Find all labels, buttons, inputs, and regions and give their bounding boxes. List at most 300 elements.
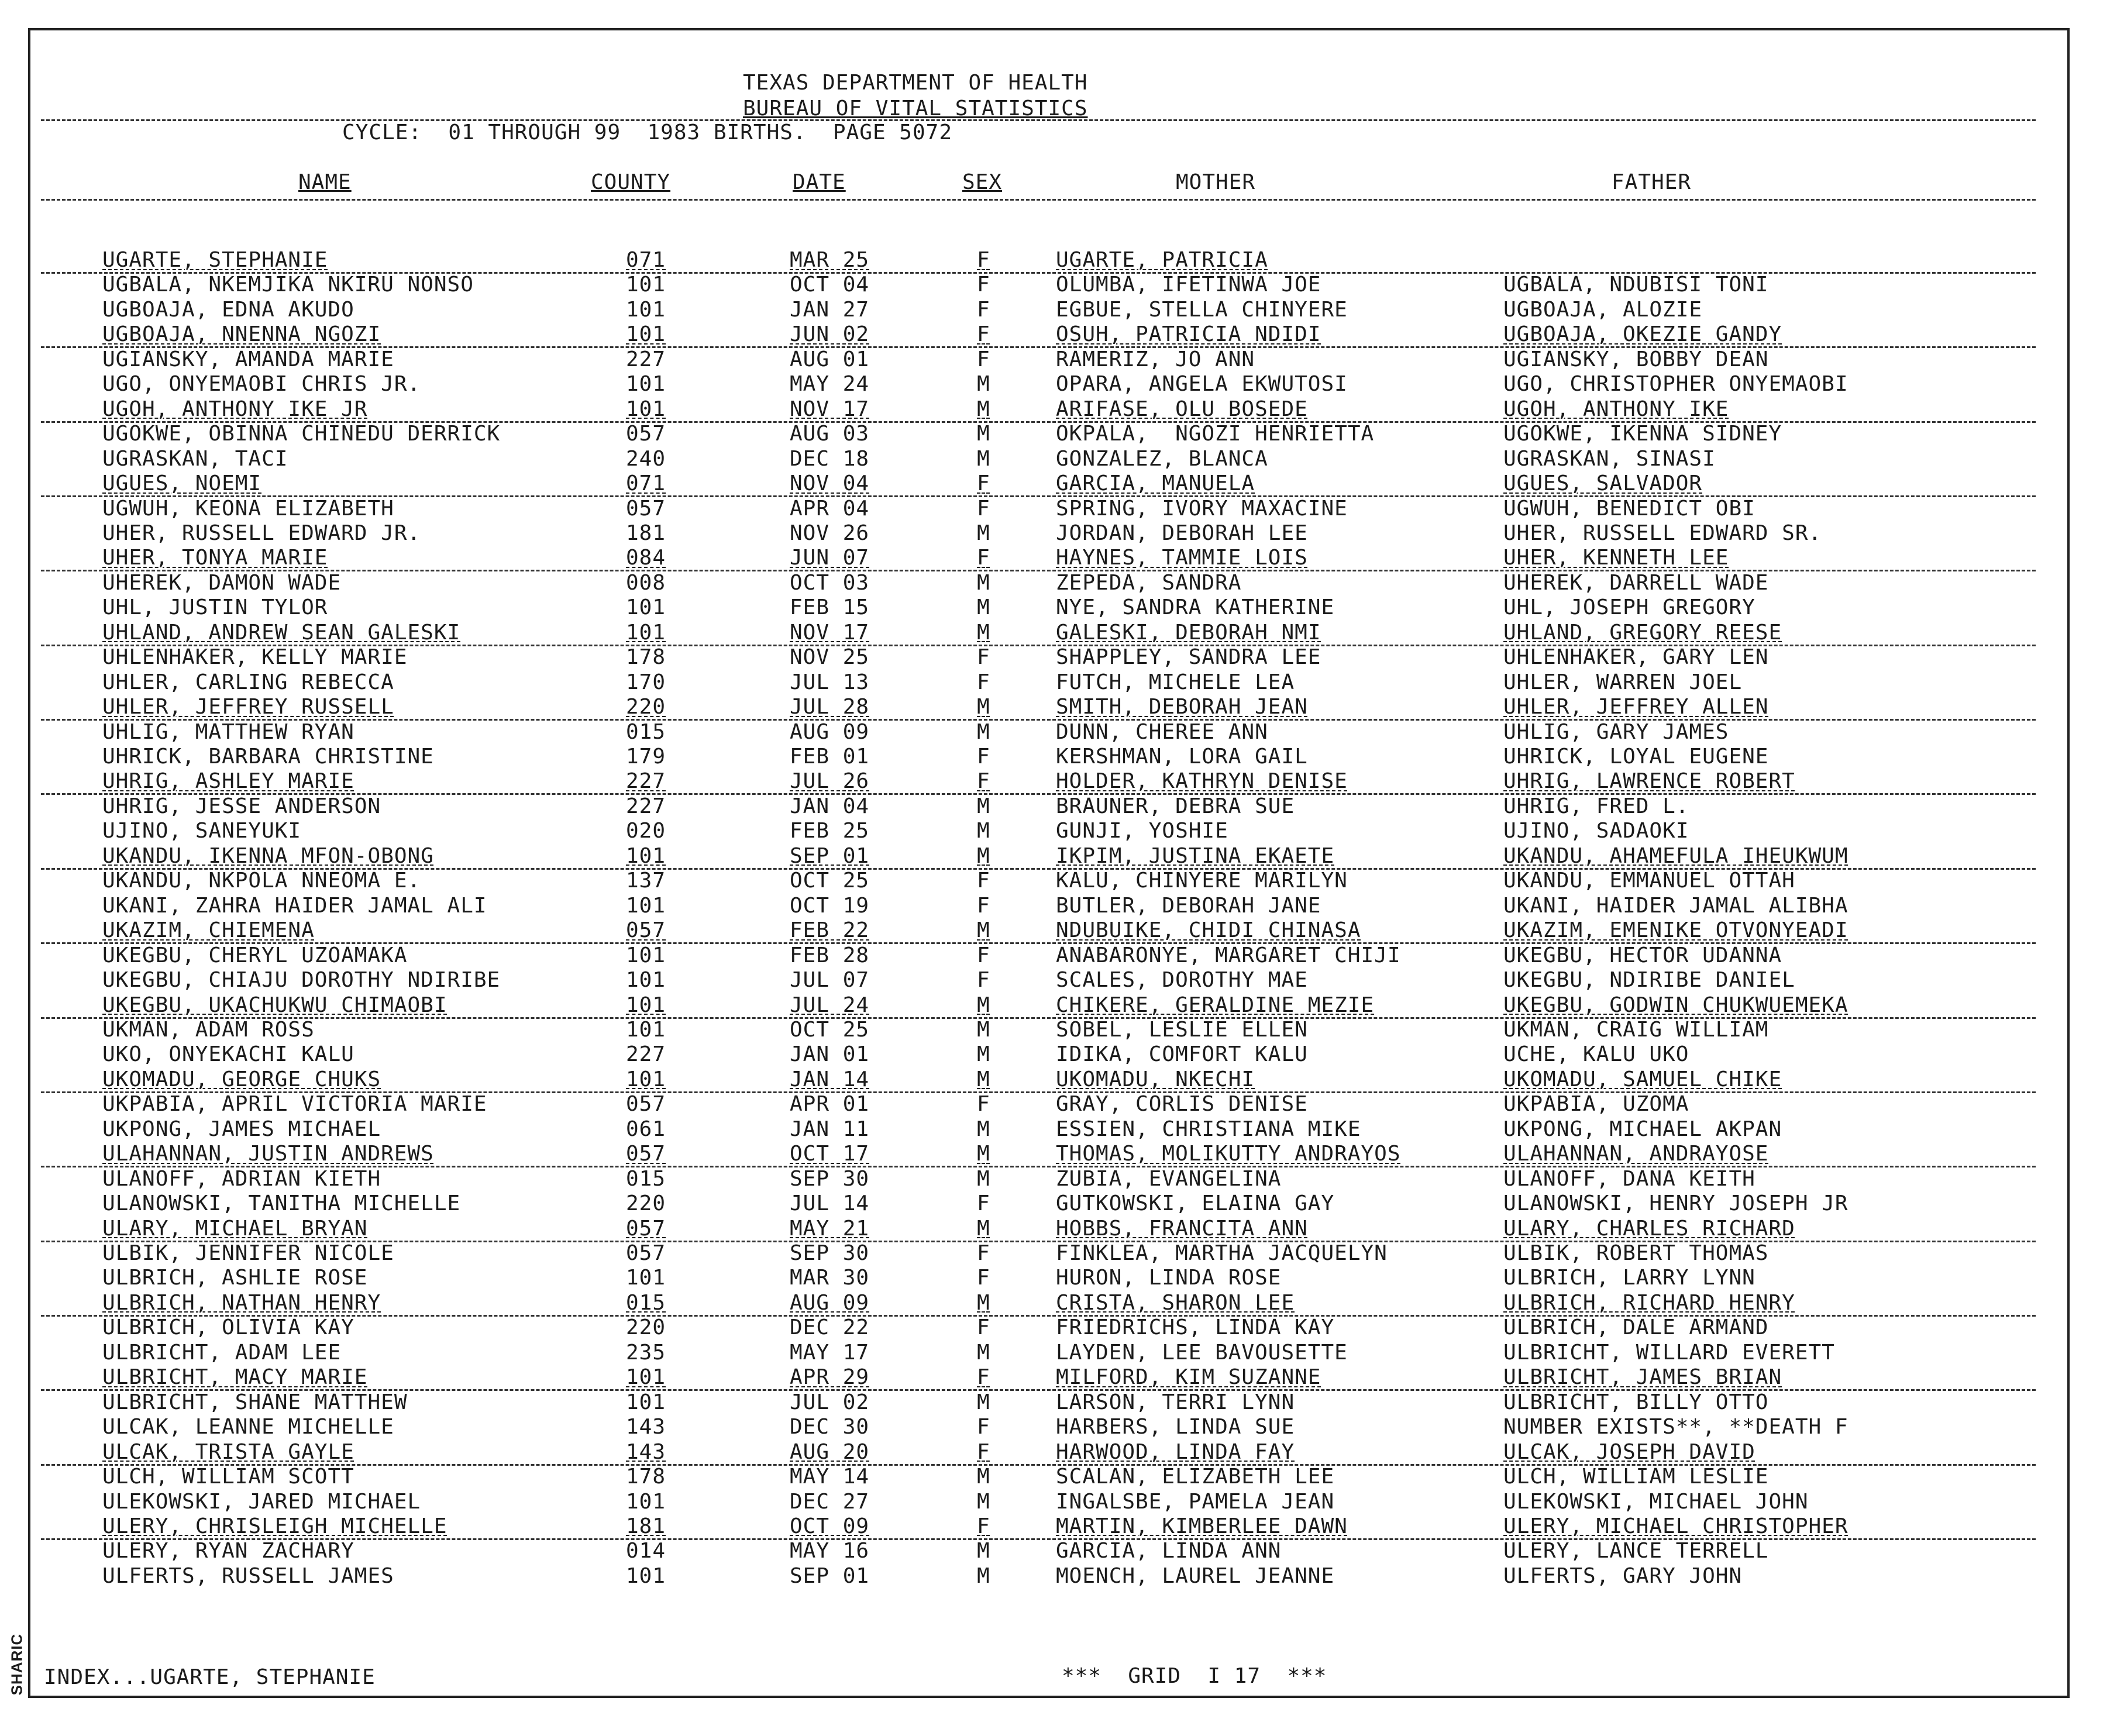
cell-name: UGOKWE, OBINNA CHINEDU DERRICK — [102, 422, 501, 446]
table-row — [0, 1341, 2117, 1366]
cell-name: UHLIG, MATTHEW RYAN — [102, 719, 354, 744]
cell-sex: F — [977, 496, 990, 521]
cell-mother: THOMAS, MOLIKUTTY ANDRAYOS — [1056, 1142, 1401, 1166]
cell-name: UKMAN, ADAM ROSS — [102, 1017, 315, 1042]
cell-county: 057 — [626, 1216, 666, 1241]
cell-county: 101 — [626, 595, 666, 620]
cell-mother: NDUBUIKE, CHIDI CHINASA — [1056, 918, 1361, 943]
cell-mother: OSUH, PATRICIA NDIDI — [1056, 322, 1321, 347]
cell-name: UHL, JUSTIN TYLOR — [102, 595, 328, 620]
cell-date: APR 29 — [790, 1365, 870, 1390]
cell-father: UKOMADU, SAMUEL CHIKE — [1503, 1067, 1782, 1091]
cell-mother: HOBBS, FRANCITA ANN — [1056, 1216, 1308, 1241]
cell-name: UKAZIM, CHIEMENA — [102, 918, 315, 943]
cell-sex: M — [977, 620, 990, 645]
cell-father: NUMBER EXISTS**, **DEATH F — [1503, 1415, 1848, 1439]
cell-sex: F — [977, 1415, 990, 1439]
cell-county: 170 — [626, 670, 666, 694]
cell-mother: OKPALA, NGOZI HENRIETTA — [1056, 422, 1375, 446]
table-row — [0, 695, 2117, 720]
cell-county: 220 — [626, 695, 666, 719]
cell-mother: GUTKOWSKI, ELAINA GAY — [1056, 1191, 1335, 1216]
cell-county: 014 — [626, 1539, 666, 1563]
cell-sex: F — [977, 322, 990, 347]
cell-father: ULBRICH, DALE ARMAND — [1503, 1315, 1769, 1340]
cell-name: ULARY, MICHAEL BRYAN — [102, 1216, 368, 1241]
table-row — [0, 273, 2117, 298]
cell-mother: ANABARONYE, MARGARET CHIJI — [1056, 943, 1401, 967]
cell-mother: OPARA, ANGELA EKWUTOSI — [1056, 372, 1348, 397]
cell-date: JUL 14 — [790, 1191, 870, 1216]
cell-name: UHEREK, DAMON WADE — [102, 570, 342, 595]
cell-sex: F — [977, 670, 990, 694]
cell-county: 101 — [626, 968, 666, 993]
cell-name: ULCAK, LEANNE MICHELLE — [102, 1415, 394, 1439]
table-row — [0, 621, 2117, 646]
cell-name: UKEGBU, CHIAJU DOROTHY NDIRIBE — [102, 968, 501, 993]
cell-county: 020 — [626, 819, 666, 843]
table-row — [0, 1242, 2117, 1266]
cell-father: ULANOFF, DANA KEITH — [1503, 1166, 1755, 1191]
cell-name: ULEKOWSKI, JARED MICHAEL — [102, 1489, 421, 1514]
cell-father: UKEGBU, HECTOR UDANNA — [1503, 943, 1782, 967]
cell-sex: M — [977, 570, 990, 595]
cell-date: DEC 30 — [790, 1415, 870, 1439]
table-row — [0, 1441, 2117, 1465]
cell-mother: IKPIM, JUSTINA EKAETE — [1056, 843, 1335, 868]
cell-date: NOV 04 — [790, 471, 870, 496]
cell-sex: M — [977, 1166, 990, 1191]
cell-mother: JORDAN, DEBORAH LEE — [1056, 521, 1308, 545]
table-row — [0, 1043, 2117, 1067]
cell-county: 057 — [626, 918, 666, 943]
cell-date: MAY 14 — [790, 1465, 870, 1489]
cell-county: 057 — [626, 1241, 666, 1265]
cell-date: JAN 27 — [790, 297, 870, 322]
column-header-date: DATE — [793, 170, 846, 194]
column-header-mother: MOTHER — [1176, 170, 1256, 194]
cell-father: ULERY, LANCE TERRELL — [1503, 1539, 1769, 1563]
cell-mother: EGBUE, STELLA CHINYERE — [1056, 297, 1348, 322]
column-header-county: COUNTY — [591, 170, 671, 194]
cell-date: NOV 25 — [790, 645, 870, 670]
cell-date: JUL 13 — [790, 670, 870, 694]
cell-sex: F — [977, 1514, 990, 1538]
cell-sex: M — [977, 1067, 990, 1091]
cell-county: 179 — [626, 745, 666, 769]
cell-father: UGO, CHRISTOPHER ONYEMAOBI — [1503, 372, 1848, 397]
cell-county: 178 — [626, 645, 666, 670]
cell-county: 101 — [626, 1489, 666, 1514]
cell-father: ULBRICHT, WILLARD EVERETT — [1503, 1340, 1835, 1365]
cell-sex: M — [977, 595, 990, 620]
cell-date: MAR 30 — [790, 1266, 870, 1290]
cell-mother: FRIEDRICHS, LINDA KAY — [1056, 1315, 1335, 1340]
cell-father: UHLIG, GARY JAMES — [1503, 719, 1729, 744]
cell-father: ULCH, WILLIAM LESLIE — [1503, 1465, 1769, 1489]
table-row — [0, 1068, 2117, 1093]
cell-father: UGBOAJA, ALOZIE — [1503, 297, 1703, 322]
cell-date: AUG 09 — [790, 719, 870, 744]
cell-sex: F — [977, 769, 990, 794]
column-header-sex: SEX — [962, 170, 1003, 194]
cell-name: ULCAK, TRISTA GAYLE — [102, 1439, 354, 1464]
cell-county: 235 — [626, 1340, 666, 1365]
cell-mother: SCALES, DOROTHY MAE — [1056, 968, 1308, 993]
cell-date: FEB 01 — [790, 745, 870, 769]
cell-name: UKO, ONYEKACHI KALU — [102, 1042, 354, 1067]
cell-county: 101 — [626, 372, 666, 397]
cell-name: UHLER, JEFFREY RUSSELL — [102, 695, 394, 719]
cell-father: UKANI, HAIDER JAMAL ALIBHA — [1503, 893, 1848, 918]
cell-mother: ZEPEDA, SANDRA — [1056, 570, 1242, 595]
cell-father: UGBOAJA, OKEZIE GANDY — [1503, 322, 1782, 347]
table-row — [0, 845, 2117, 869]
cell-sex: M — [977, 993, 990, 1017]
cell-date: JAN 11 — [790, 1117, 870, 1141]
cell-name: ULBRICH, NATHAN HENRY — [102, 1290, 381, 1315]
cell-date: MAY 16 — [790, 1539, 870, 1563]
cell-date: APR 01 — [790, 1092, 870, 1117]
table-row — [0, 1316, 2117, 1341]
cell-date: SEP 30 — [790, 1166, 870, 1191]
cell-date: MAY 17 — [790, 1340, 870, 1365]
cell-date: DEC 18 — [790, 446, 870, 471]
cell-name: UKEGBU, CHERYL UZOAMAKA — [102, 943, 408, 967]
cell-county: 227 — [626, 347, 666, 371]
cell-father: ULAHANNAN, ANDRAYOSE — [1503, 1142, 1769, 1166]
cell-father: UGWUH, BENEDICT OBI — [1503, 496, 1755, 521]
table-row — [0, 919, 2117, 943]
cell-father: UHEREK, DARRELL WADE — [1503, 570, 1769, 595]
cell-date: OCT 25 — [790, 1017, 870, 1042]
cell-sex: M — [977, 446, 990, 471]
cell-father: UKANDU, AHAMEFULA IHEUKWUM — [1503, 843, 1848, 868]
cell-name: UKEGBU, UKACHUKWU CHIMAOBI — [102, 993, 448, 1017]
cell-county: 101 — [626, 893, 666, 918]
cell-sex: F — [977, 1241, 990, 1265]
cell-mother: SHAPPLEY, SANDRA LEE — [1056, 645, 1321, 670]
cell-mother: GARCIA, MANUELA — [1056, 471, 1255, 496]
cell-sex: F — [977, 645, 990, 670]
cell-mother: HOLDER, KATHRYN DENISE — [1056, 769, 1348, 794]
cell-date: OCT 04 — [790, 273, 870, 297]
cell-mother: SMITH, DEBORAH JEAN — [1056, 695, 1308, 719]
table-row — [0, 249, 2117, 273]
cell-date: NOV 17 — [790, 397, 870, 421]
cell-date: JUL 26 — [790, 769, 870, 794]
cell-date: FEB 15 — [790, 595, 870, 620]
cell-sex: F — [977, 471, 990, 496]
cell-name: ULERY, RYAN ZACHARY — [102, 1539, 354, 1563]
cell-sex: M — [977, 372, 990, 397]
cell-sex: F — [977, 968, 990, 993]
table-row — [0, 546, 2117, 571]
cell-mother: RAMERIZ, JO ANN — [1056, 347, 1255, 371]
table-row — [0, 671, 2117, 695]
cell-mother: HAYNES, TAMMIE LOIS — [1056, 546, 1308, 570]
cell-father: UHLER, WARREN JOEL — [1503, 670, 1743, 694]
table-row — [0, 1018, 2117, 1043]
cell-county: 240 — [626, 446, 666, 471]
cell-county: 101 — [626, 1365, 666, 1390]
table-row — [0, 1539, 2117, 1564]
table-row — [0, 1366, 2117, 1390]
cell-mother: NYE, SANDRA KATHERINE — [1056, 595, 1335, 620]
cell-mother: UGARTE, PATRICIA — [1056, 248, 1268, 272]
cell-name: UGBOAJA, EDNA AKUDO — [102, 297, 354, 322]
table-row — [0, 770, 2117, 794]
cell-sex: M — [977, 1340, 990, 1365]
cell-county: 015 — [626, 1290, 666, 1315]
cell-date: AUG 01 — [790, 347, 870, 371]
table-row — [0, 398, 2117, 422]
cell-sex: M — [977, 1390, 990, 1414]
cell-mother: GUNJI, YOSHIE — [1056, 819, 1228, 843]
cell-name: ULCH, WILLIAM SCOTT — [102, 1465, 354, 1489]
cell-name: UKANDU, IKENNA MFON-OBONG — [102, 843, 434, 868]
cell-father: UKPONG, MICHAEL AKPAN — [1503, 1117, 1782, 1141]
cell-name: ULERY, CHRISLEIGH MICHELLE — [102, 1514, 448, 1538]
cell-date: SEP 30 — [790, 1241, 870, 1265]
cell-father: ULCAK, JOSEPH DAVID — [1503, 1439, 1755, 1464]
cell-father: UHRIG, FRED L. — [1503, 794, 1689, 818]
table-row — [0, 1142, 2117, 1167]
table-row — [0, 994, 2117, 1018]
cell-county: 101 — [626, 397, 666, 421]
cell-date: JUL 02 — [790, 1390, 870, 1414]
cell-name: UKANI, ZAHRA HAIDER JAMAL ALI — [102, 893, 487, 918]
cell-date: NOV 17 — [790, 620, 870, 645]
cell-name: UKPONG, JAMES MICHAEL — [102, 1117, 381, 1141]
cell-county: 015 — [626, 1166, 666, 1191]
cell-father: ULEKOWSKI, MICHAEL JOHN — [1503, 1489, 1809, 1514]
cell-mother: ZUBIA, EVANGELINA — [1056, 1166, 1282, 1191]
footer-grid: *** GRID I 17 *** — [1062, 1664, 1327, 1688]
cell-mother: MARTIN, KIMBERLEE DAWN — [1056, 1514, 1348, 1538]
table-row — [0, 373, 2117, 397]
header-subtitle: BUREAU OF VITAL STATISTICS — [743, 97, 1088, 120]
cell-date: JUL 24 — [790, 993, 870, 1017]
side-label: SHARIC — [8, 1633, 26, 1696]
cell-county: 143 — [626, 1415, 666, 1439]
cell-county: 101 — [626, 1017, 666, 1042]
cell-father: UKAZIM, EMENIKE OTVONYEADI — [1503, 918, 1848, 943]
cell-mother: FINKLEA, MARTHA JACQUELYN — [1056, 1241, 1388, 1265]
cell-date: FEB 25 — [790, 819, 870, 843]
cell-mother: GALESKI, DEBORAH NMI — [1056, 620, 1321, 645]
cell-sex: M — [977, 794, 990, 818]
cell-mother: OLUMBA, IFETINWA JOE — [1056, 273, 1321, 297]
cell-county: 178 — [626, 1465, 666, 1489]
table-row — [0, 1093, 2117, 1117]
cell-date: MAY 21 — [790, 1216, 870, 1241]
cell-county: 101 — [626, 273, 666, 297]
cell-county: 220 — [626, 1191, 666, 1216]
cell-mother: GARCIA, LINDA ANN — [1056, 1539, 1282, 1563]
cell-sex: F — [977, 745, 990, 769]
header-title: TEXAS DEPARTMENT OF HEALTH — [743, 71, 1088, 95]
cell-name: UGRASKAN, TACI — [102, 446, 288, 471]
column-header-father: FATHER — [1612, 170, 1692, 194]
cell-name: UGARTE, STEPHANIE — [102, 248, 328, 272]
cell-father: UJINO, SADAOKI — [1503, 819, 1689, 843]
cell-mother: DUNN, CHEREE ANN — [1056, 719, 1268, 744]
cell-sex: M — [977, 1017, 990, 1042]
cell-father: UHLAND, GREGORY REESE — [1503, 620, 1782, 645]
cell-sex: F — [977, 546, 990, 570]
cell-date: AUG 03 — [790, 422, 870, 446]
cell-name: UHLAND, ANDREW SEAN GALESKI — [102, 620, 461, 645]
cell-father: ULBRICHT, BILLY OTTO — [1503, 1390, 1769, 1414]
cell-father: UGOKWE, IKENNA SIDNEY — [1503, 422, 1782, 446]
table-row — [0, 721, 2117, 745]
cell-father: ULERY, MICHAEL CHRISTOPHER — [1503, 1514, 1848, 1538]
cell-county: 227 — [626, 1042, 666, 1067]
cell-mother: SPRING, IVORY MAXACINE — [1056, 496, 1348, 521]
cell-name: ULANOWSKI, TANITHA MICHELLE — [102, 1191, 461, 1216]
cell-mother: CRISTA, SHARON LEE — [1056, 1290, 1295, 1315]
cell-father: UKEGBU, NDIRIBE DANIEL — [1503, 968, 1795, 993]
cell-father: ULANOWSKI, HENRY JOSEPH JR — [1503, 1191, 1848, 1216]
cell-name: UGOH, ANTHONY IKE JR — [102, 397, 368, 421]
cell-sex: M — [977, 1539, 990, 1563]
cell-father: UGBALA, NDUBISI TONI — [1503, 273, 1769, 297]
cell-sex: F — [977, 893, 990, 918]
cell-father: UHER, KENNETH LEE — [1503, 546, 1729, 570]
cell-father: UGUES, SALVADOR — [1503, 471, 1703, 496]
cell-county: 008 — [626, 570, 666, 595]
cell-name: UHLENHAKER, KELLY MARIE — [102, 645, 408, 670]
cell-county: 101 — [626, 1266, 666, 1290]
cell-date: SEP 01 — [790, 1563, 870, 1588]
cell-date: FEB 28 — [790, 943, 870, 967]
cell-sex: M — [977, 918, 990, 943]
cell-sex: M — [977, 843, 990, 868]
cell-sex: M — [977, 397, 990, 421]
table-row — [0, 1515, 2117, 1539]
cell-date: OCT 09 — [790, 1514, 870, 1538]
cell-father: ULBRICH, RICHARD HENRY — [1503, 1290, 1795, 1315]
cell-sex: F — [977, 273, 990, 297]
cell-date: APR 04 — [790, 496, 870, 521]
cell-sex: M — [977, 719, 990, 744]
table-row — [0, 745, 2117, 770]
cell-father: UHER, RUSSELL EDWARD SR. — [1503, 521, 1822, 545]
cell-mother: ARIFASE, OLU BOSEDE — [1056, 397, 1308, 421]
cell-date: OCT 17 — [790, 1142, 870, 1166]
cell-mother: HURON, LINDA ROSE — [1056, 1266, 1282, 1290]
cell-sex: F — [977, 869, 990, 893]
cell-county: 101 — [626, 993, 666, 1017]
cell-sex: M — [977, 819, 990, 843]
cell-father: UHRIG, LAWRENCE ROBERT — [1503, 769, 1795, 794]
cell-mother: BRAUNER, DEBRA SUE — [1056, 794, 1295, 818]
cell-date: OCT 19 — [790, 893, 870, 918]
column-header-name: NAME — [298, 170, 352, 194]
cell-name: ULBRICHT, SHANE MATTHEW — [102, 1390, 408, 1414]
table-row — [0, 944, 2117, 969]
cell-father: ULBRICH, LARRY LYNN — [1503, 1266, 1755, 1290]
cell-date: JUL 07 — [790, 968, 870, 993]
cell-sex: F — [977, 1315, 990, 1340]
cell-mother: KALU, CHINYERE MARILYN — [1056, 869, 1348, 893]
table-row — [0, 1118, 2117, 1142]
cell-sex: M — [977, 1489, 990, 1514]
table-row — [0, 819, 2117, 844]
cell-date: NOV 26 — [790, 521, 870, 545]
cell-date: AUG 20 — [790, 1439, 870, 1464]
cell-name: ULANOFF, ADRIAN KIETH — [102, 1166, 381, 1191]
cell-county: 101 — [626, 322, 666, 347]
cell-mother: LARSON, TERRI LYNN — [1056, 1390, 1295, 1414]
cell-date: JAN 04 — [790, 794, 870, 818]
cell-date: MAR 25 — [790, 248, 870, 272]
cell-date: DEC 27 — [790, 1489, 870, 1514]
cell-county: 181 — [626, 1514, 666, 1538]
cell-mother: GRAY, CORLIS DENISE — [1056, 1092, 1308, 1117]
cell-date: JAN 14 — [790, 1067, 870, 1091]
cell-mother: BUTLER, DEBORAH JANE — [1056, 893, 1321, 918]
cell-county: 181 — [626, 521, 666, 545]
cell-sex: F — [977, 1439, 990, 1464]
cell-name: UGWUH, KEONA ELIZABETH — [102, 496, 394, 521]
cell-father: UHLENHAKER, GARY LEN — [1503, 645, 1769, 670]
cell-name: ULFERTS, RUSSELL JAMES — [102, 1563, 394, 1588]
cell-name: ULBRICHT, MACY MARIE — [102, 1365, 368, 1390]
cell-father: ULBRICHT, JAMES BRIAN — [1503, 1365, 1782, 1390]
cell-father: UCHE, KALU UKO — [1503, 1042, 1689, 1067]
cell-father: UKMAN, CRAIG WILLIAM — [1503, 1017, 1769, 1042]
table-row — [0, 522, 2117, 546]
cell-name: UHRIG, ASHLEY MARIE — [102, 769, 354, 794]
cell-mother: IDIKA, COMFORT KALU — [1056, 1042, 1308, 1067]
cell-sex: M — [977, 1042, 990, 1067]
cell-county: 227 — [626, 794, 666, 818]
cell-father: UHRICK, LOYAL EUGENE — [1503, 745, 1769, 769]
cell-mother: GONZALEZ, BLANCA — [1056, 446, 1268, 471]
cell-father: ULBIK, ROBERT THOMAS — [1503, 1241, 1769, 1265]
table-row — [0, 323, 2117, 347]
cell-sex: M — [977, 1142, 990, 1166]
cell-sex: F — [977, 1266, 990, 1290]
cell-date: FEB 22 — [790, 918, 870, 943]
cell-sex: M — [977, 1290, 990, 1315]
cell-county: 057 — [626, 422, 666, 446]
cell-sex: F — [977, 1191, 990, 1216]
table-row — [0, 1167, 2117, 1192]
table-row — [0, 472, 2117, 497]
table-row — [0, 1192, 2117, 1217]
cell-county: 061 — [626, 1117, 666, 1141]
cell-sex: M — [977, 422, 990, 446]
cell-name: UHER, RUSSELL EDWARD JR. — [102, 521, 421, 545]
cell-mother: MOENCH, LAUREL JEANNE — [1056, 1563, 1335, 1588]
cell-name: UKANDU, NKPOLA NNEOMA E. — [102, 869, 421, 893]
table-row — [0, 1391, 2117, 1415]
cell-sex: M — [977, 1216, 990, 1241]
cell-date: JUL 28 — [790, 695, 870, 719]
table-row — [0, 1266, 2117, 1291]
cell-father: UKPABIA, UZOMA — [1503, 1092, 1689, 1117]
cell-county: 101 — [626, 620, 666, 645]
cell-name: ULBIK, JENNIFER NICOLE — [102, 1241, 394, 1265]
cell-sex: M — [977, 521, 990, 545]
cell-father: UGRASKAN, SINASI — [1503, 446, 1716, 471]
cell-date: AUG 09 — [790, 1290, 870, 1315]
cycle-line: CYCLE: 01 THROUGH 99 1983 BIRTHS. PAGE 5072 — [342, 120, 952, 144]
cell-father: ULFERTS, GARY JOHN — [1503, 1563, 1743, 1588]
